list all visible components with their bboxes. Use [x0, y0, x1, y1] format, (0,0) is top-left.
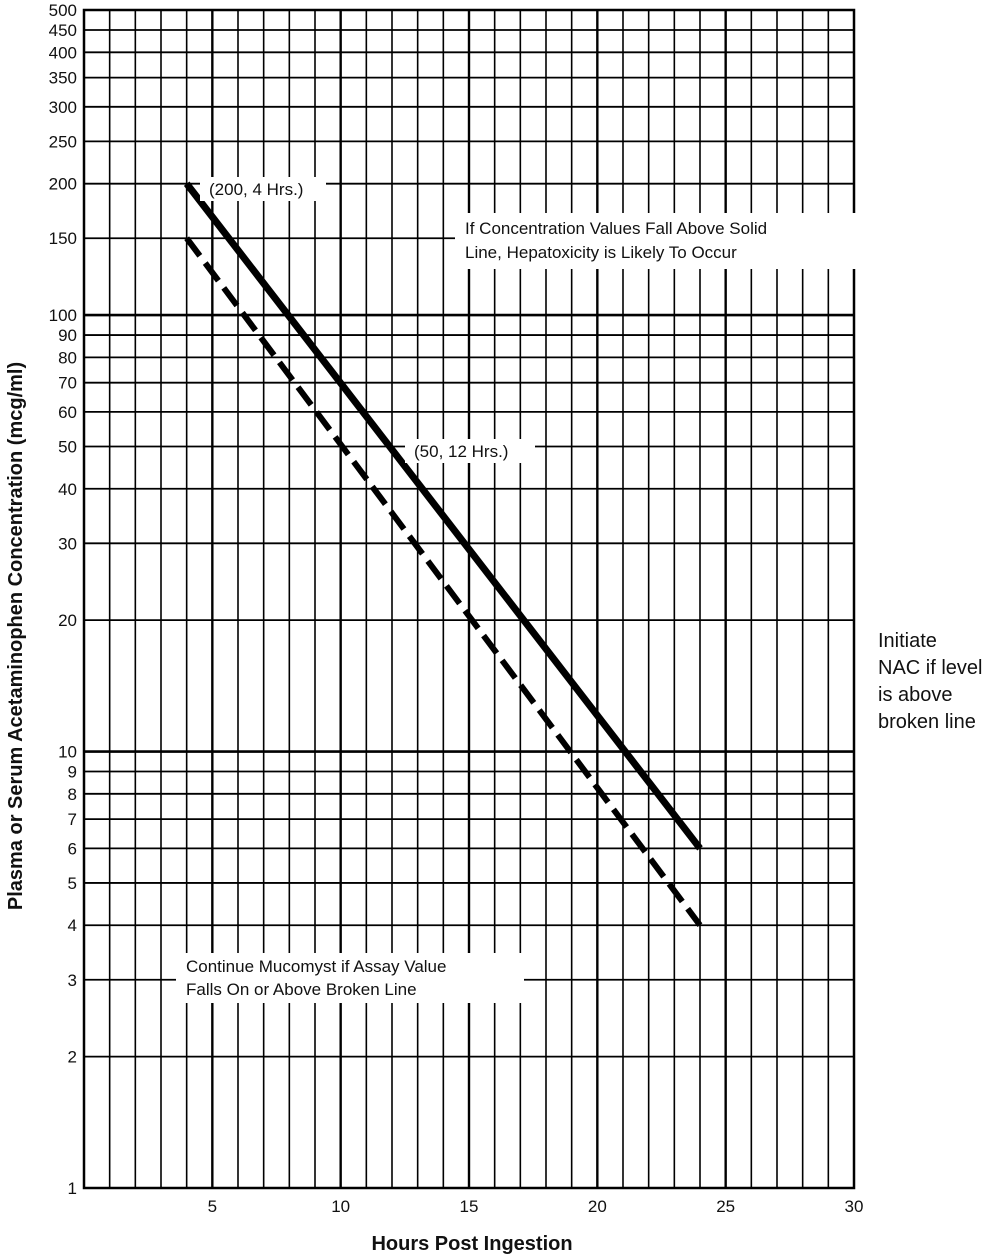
- y-tick-label: 6: [67, 839, 77, 859]
- y-tick-label: 450: [48, 20, 77, 40]
- nac-side-note-line-2: NAC if level: [878, 657, 983, 679]
- mucomyst-note: [176, 953, 524, 1003]
- y-tick-label: 9: [67, 762, 77, 782]
- mucomyst-note-line-2: Falls On or Above Broken Line: [186, 980, 417, 999]
- y-tick-label: 60: [58, 402, 77, 422]
- nac-side-note-line-1: Initiate: [878, 630, 937, 652]
- y-tick-label: 70: [58, 373, 77, 393]
- y-tick-label: 40: [58, 479, 77, 499]
- y-tick-label: 100: [48, 306, 77, 326]
- x-axis-ticks: [208, 1197, 864, 1216]
- y-tick-label: 350: [48, 68, 77, 88]
- y-tick-label: 5: [67, 873, 77, 893]
- y-tick-label: 20: [58, 611, 77, 631]
- nac-side-note-line-3: is above: [878, 684, 953, 706]
- annotation-50-12hrs-text: (50, 12 Hrs.): [414, 442, 509, 461]
- annotation-200-4hrs: [200, 177, 326, 201]
- y-axis-ticks: [49, 1, 77, 1198]
- y-tick-label: 4: [67, 916, 77, 936]
- nac-side-note: [878, 628, 998, 736]
- x-tick-label: 20: [587, 1197, 607, 1216]
- hepatotoxicity-note-line-1: If Concentration Values Fall Above Solid: [465, 219, 768, 238]
- y-tick-label: 8: [67, 784, 77, 804]
- y-tick-label: 10: [58, 742, 77, 762]
- major-grid: [84, 10, 854, 1188]
- y-tick-label: 150: [48, 229, 77, 249]
- y-tick-label: 500: [48, 1, 77, 20]
- annotation-200-4hrs-text: (200, 4 Hrs.): [209, 180, 304, 199]
- x-tick-label: 10: [331, 1197, 351, 1216]
- y-tick-label: 50: [58, 437, 77, 457]
- mucomyst-note-line-1: Continue Mucomyst if Assay Value: [186, 957, 447, 976]
- y-tick-label: 80: [58, 348, 77, 368]
- annotation-50-12hrs: [405, 439, 535, 463]
- y-tick-label: 400: [48, 43, 77, 63]
- y-tick-label: 200: [48, 174, 77, 194]
- x-tick-label: 5: [207, 1197, 218, 1216]
- y-tick-label: 300: [48, 97, 77, 117]
- y-tick-label: 30: [58, 534, 77, 554]
- hepatotoxicity-note-line-2: Line, Hepatoxicity is Likely To Occur: [465, 243, 737, 262]
- y-tick-label: 1: [67, 1179, 77, 1198]
- hepatotoxicity-note: [455, 213, 857, 269]
- x-tick-label: 15: [459, 1197, 479, 1216]
- y-axis-title: Plasma or Serum Acetaminophen Concentration (mcg/ml): [5, 361, 27, 911]
- y-tick-label: 250: [48, 132, 77, 152]
- nac-side-note-line-4: broken line: [878, 711, 976, 733]
- y-tick-label: 90: [58, 326, 77, 346]
- x-axis-title: Hours Post Ingestion: [371, 1233, 573, 1255]
- y-tick-label: 3: [67, 970, 77, 990]
- x-tick-label: 30: [844, 1197, 864, 1216]
- y-tick-label: 7: [67, 810, 77, 830]
- x-tick-label: 25: [716, 1197, 736, 1216]
- y-tick-label: 2: [67, 1047, 77, 1067]
